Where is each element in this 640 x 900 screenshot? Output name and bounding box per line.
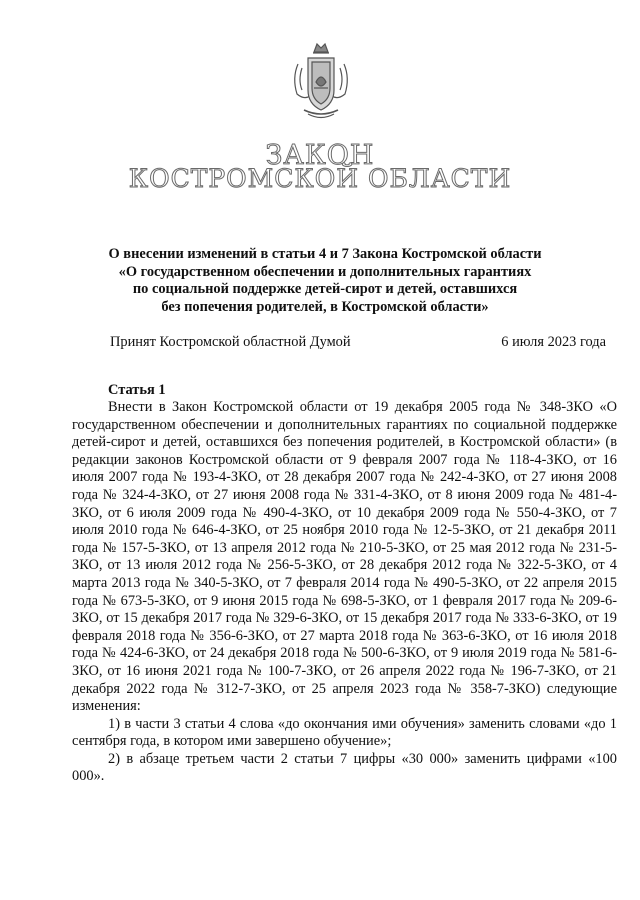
coat-of-arms-icon bbox=[288, 38, 354, 124]
amendment-item-2: 2) в абзаце третьем части 2 статьи 7 цифры «30 000» заменить цифрами «100 000». bbox=[72, 750, 617, 785]
law-word-heading: ЗАКОН bbox=[265, 140, 375, 171]
article-heading: Статья 1 bbox=[108, 382, 166, 398]
adoption-date: 6 июля 2023 года bbox=[501, 334, 606, 350]
adopted-by: Принят Костромской областной Думой bbox=[110, 334, 351, 350]
adoption-line bbox=[110, 334, 606, 351]
amendment-item-1: 1) в части 3 статьи 4 слова «до окончания ими обучения» заменить словами «до 1 сентября года, в котором ими завершено обучение»; bbox=[72, 715, 617, 750]
region-heading: КОСТРОМСКОЙ ОБЛАСТИ bbox=[128, 164, 512, 193]
law-title-line: О внесении изменений в статьи 4 и 7 Закона Костромской области bbox=[108, 246, 542, 262]
law-title-line: без попечения родителей, в Костромской области» bbox=[161, 298, 489, 315]
law-title bbox=[60, 246, 590, 316]
law-title-line: по социальной поддержке детей-сирот и детей, оставшихся bbox=[132, 281, 518, 298]
article-intro-paragraph: Внести в Закон Костромской области от 19 декабря 2005 года № 348-ЗКО «О государственном обеспечении и дополнительных гарантиях по социальной поддержке детей-сирот и детей, оставшихся без попечения родителей, в Костромской области» (в редакции законов Костромской области от 9 февраля 2007 года № 118-4-ЗКО, от 16 июля 2007 года № 193-4-ЗКО, от 28 декабря 2007 года № 242-4-ЗКО, от 27 июня 2008 года № 324-4-ЗКО, от 27 июня 2008 года № 331-4-ЗКО, от 8 июня 2009 года № 481-4-ЗКО, от 6 июля 2009 года № 490-4-ЗКО, от 10 декабря 2009 года № 550-4-ЗКО, от 7 июля 2010 года № 646-4-ЗКО, от 25 ноября 2010 года № 12-5-ЗКО, от 21 декабря 2011 года № 157-5-ЗКО, от 13 апреля 2012 года № 210-5-ЗКО, от 25 мая 2012 года № 231-5-ЗКО, от 13 июля 2012 года № 256-5-ЗКО, от 28 декабря 2012 года № 322-5-ЗКО, от 4 марта 2013 года № 340-5-ЗКО, от 7 февраля 2014 года № 490-5-ЗКО, от 22 апреля 2015 года № 673-5-ЗКО, от 9 июня 2015 года № 698-5-ЗКО, от 1 февраля 2017 года № 209-6-ЗКО, от 15 декабря 2017 года № 329-6-ЗКО, от 15 декабря 2017 года № 333-6-ЗКО, от 19 февраля 2018 года № 356-6-ЗКО, от 27 марта 2018 года № 363-6-ЗКО, от 16 июля 2018 года № 424-6-ЗКО, от 24 декабря 2018 года № 500-6-ЗКО, от 9 июля 2019 года № 581-6-ЗКО, от 16 июня 2021 года № 100-7-ЗКО, от 26 апреля 2022 года № 196-7-ЗКО, от 21 декабря 2022 года № 312-7-ЗКО, от 25 апреля 2023 года № 358-7-ЗКО) следующие изменения: bbox=[72, 399, 617, 715]
law-title-line: «О государственном обеспечении и дополнительных гарантиях bbox=[118, 263, 532, 280]
article-body bbox=[72, 399, 617, 786]
